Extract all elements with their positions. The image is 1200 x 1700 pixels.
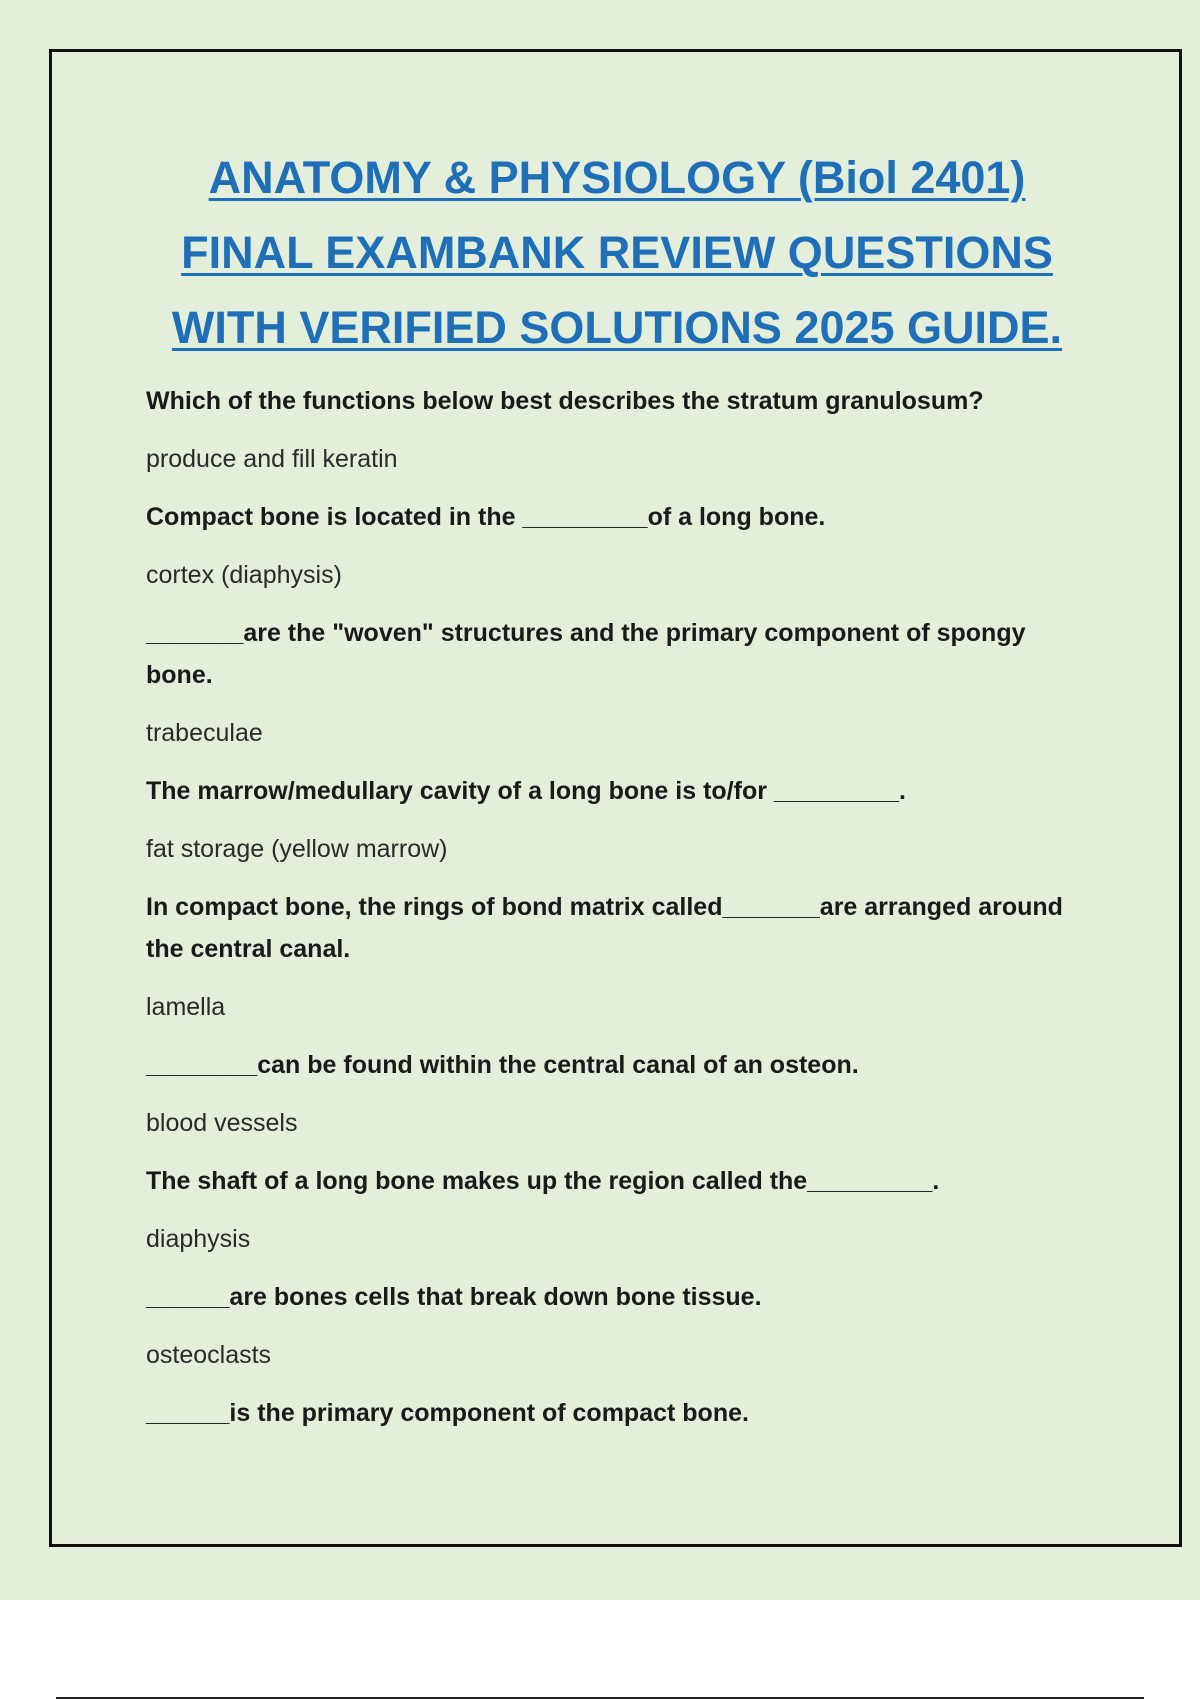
question-8: ______are bones cells that break down bone tissue. [146,1283,762,1311]
title-line-2: FINAL EXAMBANK REVIEW QUESTIONS [181,227,1053,278]
question-9: ______is the primary component of compact bone. [146,1399,749,1427]
question-5: In compact bone, the rings of bond matrix called_______are arranged around the central canal. [146,893,1063,963]
document-title [52,140,1182,365]
question-1: Which of the functions below best describes the stratum granulosum? [146,387,984,415]
title-line-1: ANATOMY & PHYSIOLOGY (Biol 2401) [208,152,1026,203]
answer-4: fat storage (yellow marrow) [146,835,448,863]
question-4: The marrow/medullary cavity of a long bone is to/for _________. [146,777,906,805]
question-6: ________can be found within the central canal of an osteon. [146,1051,859,1079]
question-3: _______are the "woven" structures and the primary component of spongy bone. [146,619,1026,689]
question-7: The shaft of a long bone makes up the region called the_________. [146,1167,940,1195]
answer-8: osteoclasts [146,1341,272,1369]
answer-5: lamella [146,993,226,1021]
footer-rule [56,1697,1144,1699]
title-line-3: WITH VERIFIED SOLUTIONS 2025 GUIDE. [171,302,1063,353]
answer-2: cortex (diaphysis) [146,561,342,589]
answer-3: trabeculae [146,719,263,747]
answer-1: produce and fill keratin [146,445,398,473]
question-2: Compact bone is located in the _________of a long bone. [146,503,826,531]
question-answer-list [146,380,1096,1450]
answer-7: diaphysis [146,1225,251,1253]
answer-6: blood vessels [146,1109,298,1137]
